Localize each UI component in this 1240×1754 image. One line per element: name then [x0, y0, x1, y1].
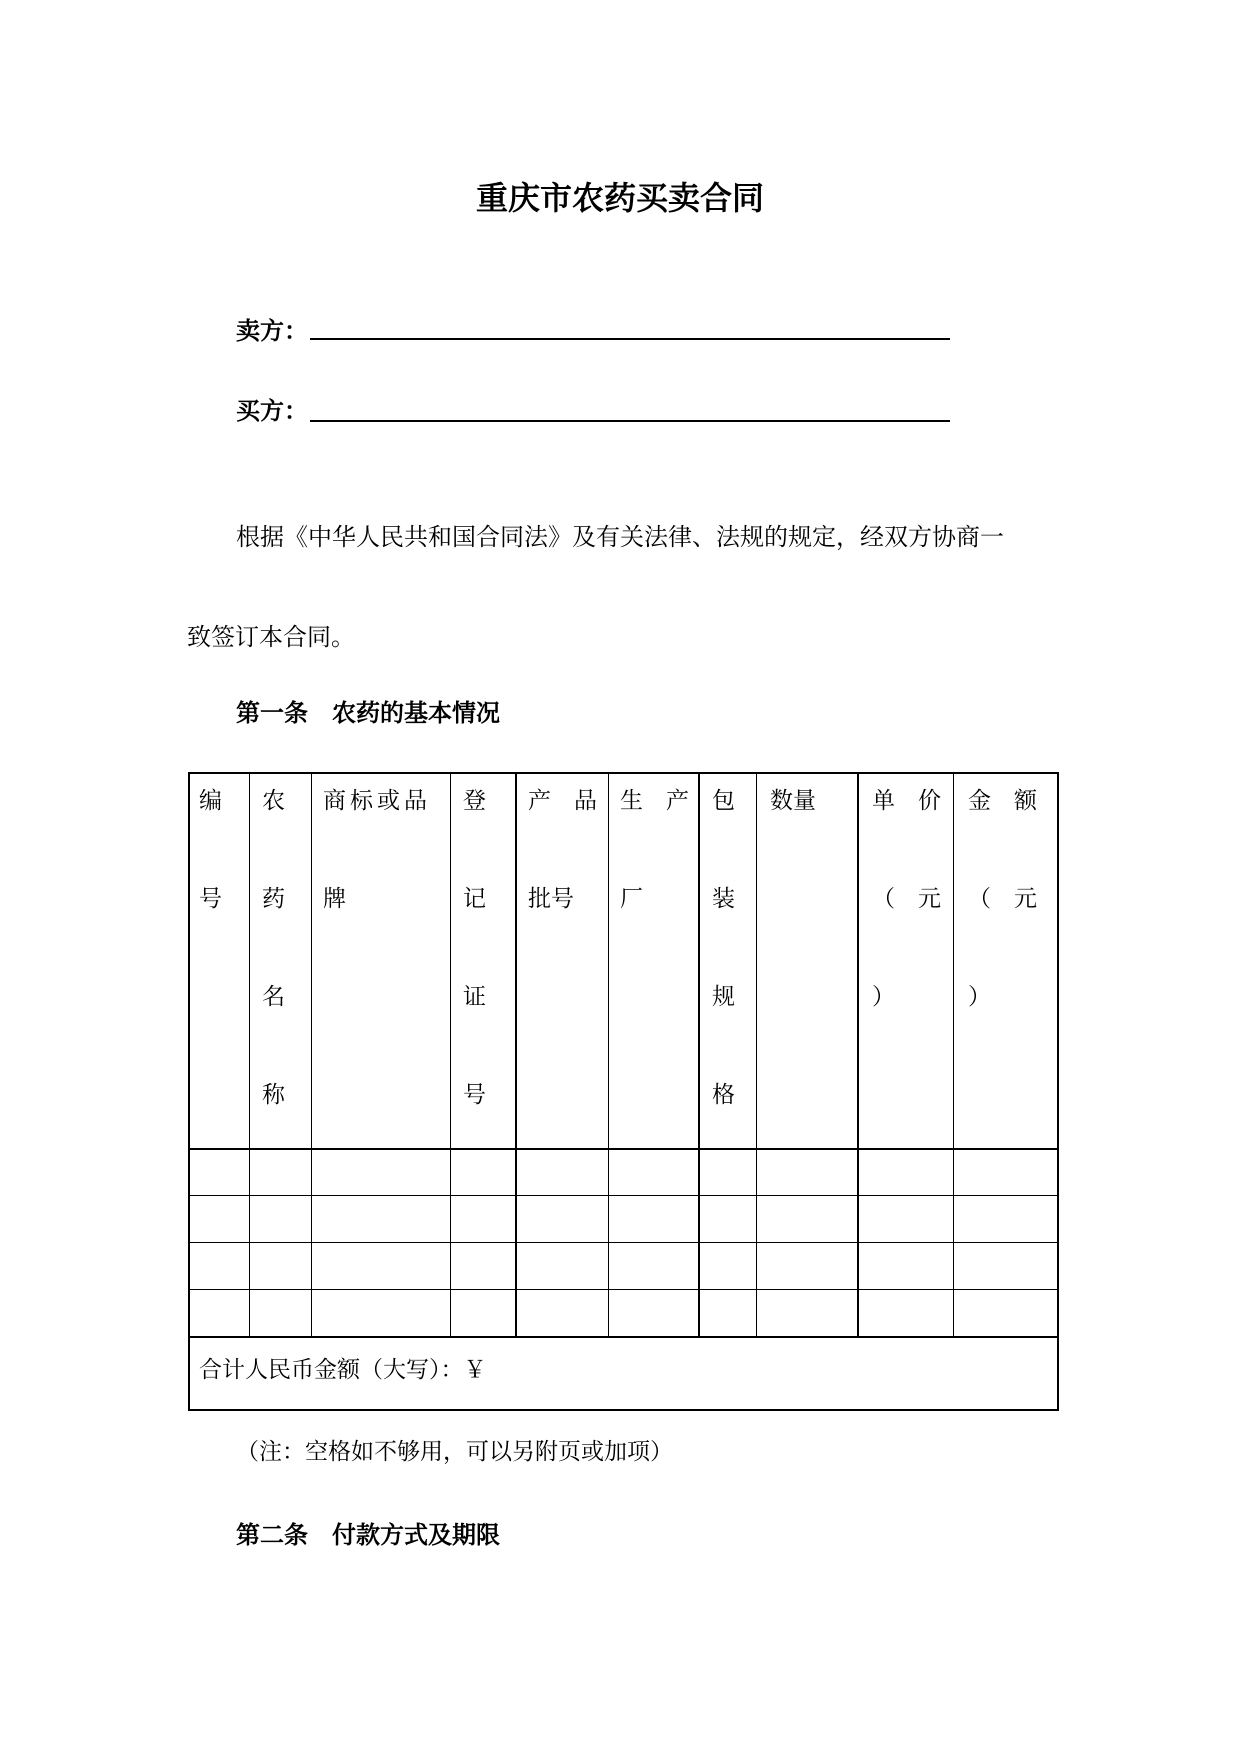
header-cell-registration-no	[463, 786, 486, 1178]
table-row-divider	[188, 1195, 1059, 1196]
header-text: 金 额	[968, 788, 1037, 814]
table-row-divider	[188, 1289, 1059, 1290]
header-cell-batch-no	[528, 786, 597, 982]
header-cell-manufacturer	[620, 786, 689, 982]
table-col-divider	[756, 772, 757, 1336]
table-col-divider	[698, 772, 700, 1336]
header-text: 规	[712, 984, 735, 1010]
header-text: 产 品	[528, 788, 597, 814]
header-text: 称	[262, 1082, 285, 1108]
header-text: 号	[199, 886, 222, 912]
table-col-divider	[249, 772, 250, 1336]
header-text: 记	[463, 886, 486, 912]
preamble-line-1: 根据《中华人民共和国合同法》及有关法律、法规的规定，经双方协商一	[236, 523, 1004, 551]
header-cell-brand	[323, 786, 431, 982]
table-col-divider	[450, 772, 451, 1336]
table-col-divider	[608, 772, 609, 1336]
buyer-fill-line	[310, 420, 950, 422]
header-text: 药	[262, 886, 285, 912]
header-cell-quantity	[770, 786, 816, 884]
table-col-divider	[311, 772, 312, 1336]
table-total-label: 合计人民币金额（大写）：￥	[199, 1357, 487, 1383]
header-cell-pesticide-name	[262, 786, 285, 1178]
table-col-divider	[953, 772, 954, 1336]
header-cell-number	[199, 786, 222, 982]
header-text: 批号	[528, 886, 574, 912]
table-row-divider	[188, 1336, 1059, 1338]
header-text: ）	[968, 984, 991, 1010]
article-2-heading: 第二条 付款方式及期限	[236, 1521, 500, 1549]
header-text: 装	[712, 886, 735, 912]
seller-label: 卖方：	[236, 317, 308, 345]
buyer-label: 买方：	[236, 397, 308, 425]
header-text: 格	[712, 1082, 735, 1108]
preamble-line-2: 致签订本合同。	[187, 623, 355, 651]
header-cell-amount	[968, 786, 1037, 1080]
header-text: 数量	[770, 788, 816, 814]
header-text: 生 产	[620, 788, 689, 814]
document-title: 重庆市农药买卖合同	[475, 179, 764, 217]
header-text: ）	[872, 984, 895, 1010]
table-row-divider	[188, 1148, 1059, 1150]
header-text: 号	[463, 1082, 486, 1108]
header-cell-unit-price	[872, 786, 941, 1080]
header-text: 牌	[323, 886, 350, 912]
table-col-divider	[515, 772, 517, 1336]
table-col-divider	[857, 772, 859, 1336]
header-text: 包	[712, 788, 735, 814]
seller-fill-line	[310, 338, 950, 340]
header-text: 单 价	[872, 788, 941, 814]
article-1-heading: 第一条 农药的基本情况	[236, 699, 500, 727]
table-note: （注：空格如不够用，可以另附页或加项）	[236, 1439, 673, 1465]
header-cell-packaging	[712, 786, 735, 1178]
header-text: 名	[262, 984, 285, 1010]
header-text: 商标或品	[323, 788, 431, 814]
table-row-divider	[188, 1242, 1059, 1243]
header-text: （ 元	[968, 886, 1037, 912]
header-text: 厂	[620, 886, 643, 912]
header-text: 编	[199, 788, 222, 814]
header-text: 农	[262, 788, 285, 814]
header-text: 登	[463, 788, 486, 814]
header-text: 证	[463, 984, 486, 1010]
header-text: （ 元	[872, 886, 941, 912]
